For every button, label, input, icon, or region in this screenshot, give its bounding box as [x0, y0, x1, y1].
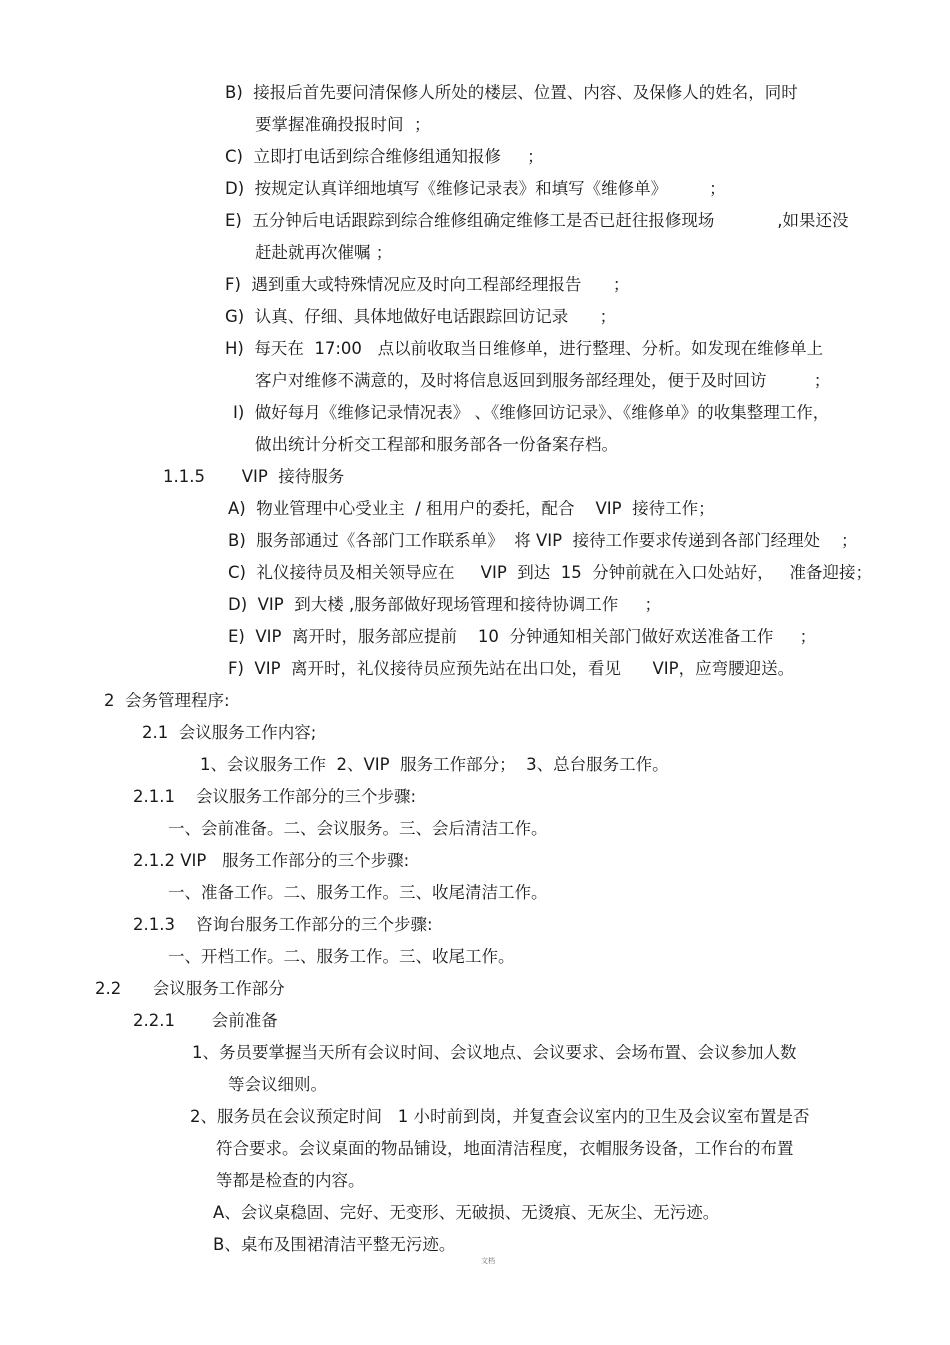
- section-heading: 2 会务管理程序:: [104, 691, 230, 710]
- text-line: D) VIP 到大楼 ,服务部做好现场管理和接待协调工作 ；: [228, 595, 661, 614]
- text-line: 一、开档工作。二、服务工作。三、收尾工作。: [168, 947, 515, 966]
- text-line: C) 立即打电话到综合维修组通知报修 ；: [225, 147, 544, 166]
- text-line: 赶赴就再次催嘱 ；: [255, 243, 393, 262]
- text-line: H) 每天在 17:00 点以前收取当日维修单，进行整理、分析。如发现在维修单上: [225, 339, 824, 358]
- text-line: 一、会前准备。二、会议服务。三、会后清洁工作。: [168, 819, 548, 838]
- text-line: D) 按规定认真详细地填写《维修记录表》和填写《维修单》 ；: [225, 179, 726, 198]
- text-line: B) 接报后首先要问清保修人所处的楼层、位置、内容、及保修人的姓名，同时: [225, 83, 798, 102]
- text-line: 一、准备工作。二、服务工作。三、收尾清洁工作。: [168, 883, 548, 902]
- section-heading: 1.1.5 VIP 接待服务: [163, 467, 345, 486]
- text-line: 符合要求。会议桌面的物品铺设，地面清洁程度，衣帽服务设备，工作台的布置: [216, 1139, 794, 1158]
- page-footer: 文档: [481, 1257, 495, 1265]
- section-heading: 2.2 会议服务工作部分: [95, 979, 285, 998]
- text-line: B) 服务部通过《各部门工作联系单》 将 VIP 接待工作要求传递到各部门经理处 ；: [228, 531, 858, 550]
- text-line: A、会议桌稳固、完好、无变形、无破损、无烫痕、无灰尘、无污迹。: [213, 1203, 720, 1222]
- section-heading: 2.1.1 会议服务工作部分的三个步骤:: [133, 787, 417, 806]
- section-heading: 2.1.3 咨询台服务工作部分的三个步骤:: [133, 915, 433, 934]
- text-line: F) VIP 离开时，礼仪接待员应预先站在出口处，看见 VIP，应弯腰迎送。: [228, 659, 795, 678]
- text-line: 2、服务员在会议预定时间 1 小时前到岗，并复查会议室内的卫生及会议室布置是否: [190, 1107, 810, 1126]
- text-line: 等会议细则。: [228, 1075, 327, 1094]
- section-heading: 2.2.1 会前准备: [133, 1011, 278, 1030]
- text-line: G) 认真、仔细、具体地做好电话跟踪回访记录 ；: [225, 307, 617, 326]
- text-line: 做出统计分析交工程部和服务部各一份备案存档。: [255, 435, 618, 454]
- text-line: 客户对维修不满意的，及时将信息返回到服务部经理处，便于及时回访 ；: [255, 371, 831, 390]
- text-line: 等都是检查的内容。: [216, 1171, 365, 1190]
- section-heading: 2.1.2 VIP 服务工作部分的三个步骤:: [133, 851, 410, 870]
- text-line: 1、会议服务工作 2、VIP 服务工作部分； 3、总台服务工作。: [200, 755, 669, 774]
- text-line: 要掌握准确投报时间 ；: [255, 115, 431, 134]
- text-line: B、桌布及围裙清洁平整无污迹。: [213, 1235, 456, 1254]
- text-line: E) 五分钟后电话跟踪到综合维修组确定维修工是否已赶往报修现场 ,如果还没: [225, 211, 849, 230]
- text-line: A) 物业管理中心受业主 / 租用户的委托，配合 VIP 接待工作；: [228, 499, 715, 518]
- text-line: I) 做好每月《维修记录情况表》 、《维修回访记录》、《维修单》的收集整理工作，: [233, 403, 830, 422]
- text-line: F) 遇到重大或特殊情况应及时向工程部经理报告 ；: [225, 275, 630, 294]
- section-heading: 2.1 会议服务工作内容;: [142, 723, 317, 742]
- text-line: 1、务员要掌握当天所有会议时间、会议地点、会议要求、会场布置、会议参加人数: [192, 1043, 797, 1062]
- text-line: E) VIP 离开时，服务部应提前 10 分钟通知相关部门做好欢送准备工作 ；: [228, 627, 817, 646]
- text-line: C) 礼仪接待员及相关领导应在 VIP 到达 15 分钟前就在入口处站好， 准备迎接；: [228, 563, 872, 582]
